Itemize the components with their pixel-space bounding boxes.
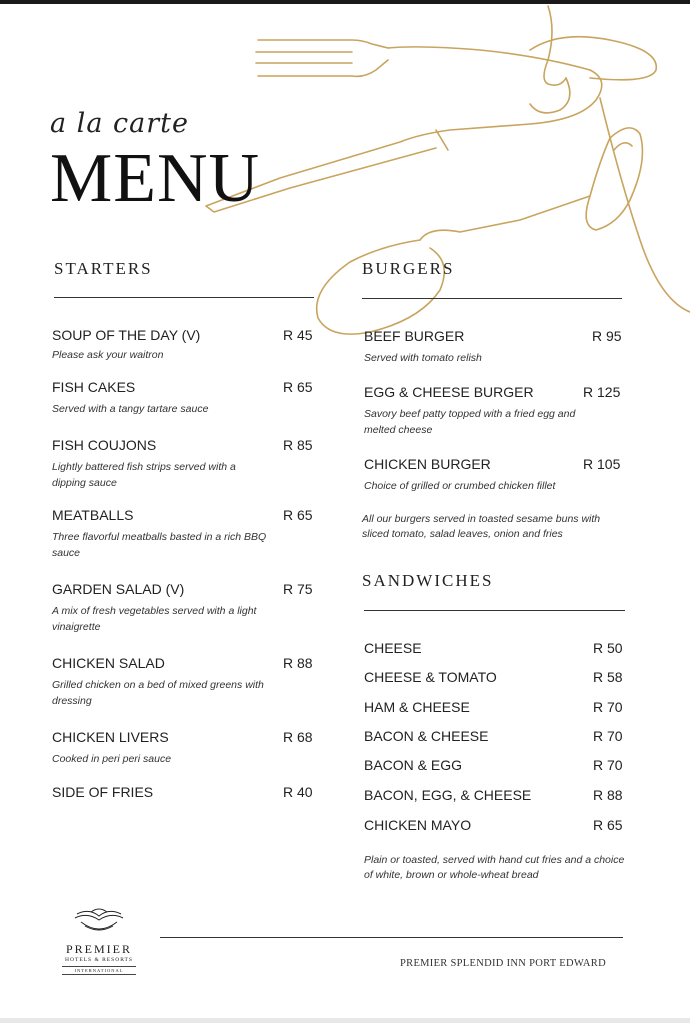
item-name: FISH CAKES (52, 379, 136, 395)
bottom-border (0, 1018, 690, 1023)
item-price: R 85 (283, 437, 313, 453)
item-description: Choice of grilled or crumbed chicken fillet (364, 480, 556, 492)
item-name: SOUP OF THE DAY (V) (52, 327, 201, 343)
item-name: SIDE OF FRIES (52, 784, 154, 800)
item-name: EGG & CHEESE BURGER (364, 384, 534, 400)
item-price: R 105 (583, 456, 621, 472)
crown-logo-icon (71, 906, 127, 936)
logo-international: INTERNATIONAL (62, 966, 136, 975)
starters-divider (54, 297, 314, 298)
item-price: R 70 (593, 699, 623, 715)
starters-heading: STARTERS (54, 259, 153, 278)
item-name: GARDEN SALAD (V) (52, 581, 185, 597)
logo-subtitle: HOTELS & RESORTS (65, 957, 133, 963)
hotel-name: PREMIER SPLENDID INN PORT EDWARD (400, 958, 606, 969)
burgers-heading: BURGERS (362, 259, 455, 278)
item-price: R 45 (283, 327, 313, 343)
burgers-note: All our burgers served in toasted sesame buns with sliced tomato, salad leaves, onion and fries (362, 513, 601, 540)
item-price: R 88 (283, 655, 313, 671)
sandwiches-divider (364, 610, 625, 611)
item-name: FISH COUJONS (52, 437, 157, 453)
burgers-divider (362, 298, 622, 299)
item-name: CHICKEN BURGER (364, 456, 491, 472)
sandwiches-note: Plain or toasted, served with hand cut fries and a choice of white, brown or whole-wheat bread (364, 854, 625, 881)
item-name: BACON, EGG, & CHEESE (364, 787, 532, 803)
item-description: Served with a tangy tartare sauce (52, 403, 209, 415)
item-name: BEEF BURGER (364, 328, 465, 344)
premier-logo (54, 906, 144, 975)
item-name: BACON & CHEESE (364, 728, 489, 744)
logo-name: PREMIER (65, 942, 132, 956)
item-description: Three flavorful meatballs basted in a rich BBQ sauce (52, 531, 267, 559)
item-price: R 70 (593, 728, 623, 744)
footer-divider (160, 937, 623, 938)
item-description: Savory beef patty topped with a fried egg and melted cheese (364, 408, 576, 436)
item-name: HAM & CHEESE (364, 699, 470, 715)
item-description: Cooked in peri peri sauce (52, 753, 172, 765)
item-name: CHICKEN MAYO (364, 817, 472, 833)
item-price: R 65 (593, 817, 623, 833)
item-description: Lightly battered fish strips served with a dipping sauce (52, 461, 236, 489)
item-price: R 68 (283, 729, 313, 745)
item-description: Grilled chicken on a bed of mixed greens with dressing (52, 679, 264, 707)
item-price: R 50 (593, 640, 623, 656)
item-price: R 88 (593, 787, 623, 803)
item-name: CHICKEN SALAD (52, 655, 165, 671)
item-price: R 65 (283, 507, 313, 523)
sandwiches-heading: SANDWICHES (362, 571, 494, 590)
item-description: Served with tomato relish (364, 352, 482, 364)
item-name: MEATBALLS (52, 507, 134, 523)
top-border (0, 0, 690, 4)
item-name: CHICKEN LIVERS (52, 729, 169, 745)
item-price: R 95 (592, 328, 622, 344)
item-description: Please ask your waitron (52, 349, 164, 361)
a-la-carte-script: a la carte (50, 108, 189, 139)
item-price: R 75 (283, 581, 313, 597)
item-price: R 65 (283, 379, 313, 395)
item-price: R 70 (593, 757, 623, 773)
page-title: MENU (50, 140, 261, 217)
item-name: CHEESE (364, 640, 422, 656)
item-description: A mix of fresh vegetables served with a light vinaigrette (52, 605, 257, 633)
item-name: CHEESE & TOMATO (364, 669, 497, 685)
item-price: R 58 (593, 669, 623, 685)
item-price: R 125 (583, 384, 621, 400)
item-name: BACON & EGG (364, 757, 463, 773)
item-price: R 40 (283, 784, 313, 800)
